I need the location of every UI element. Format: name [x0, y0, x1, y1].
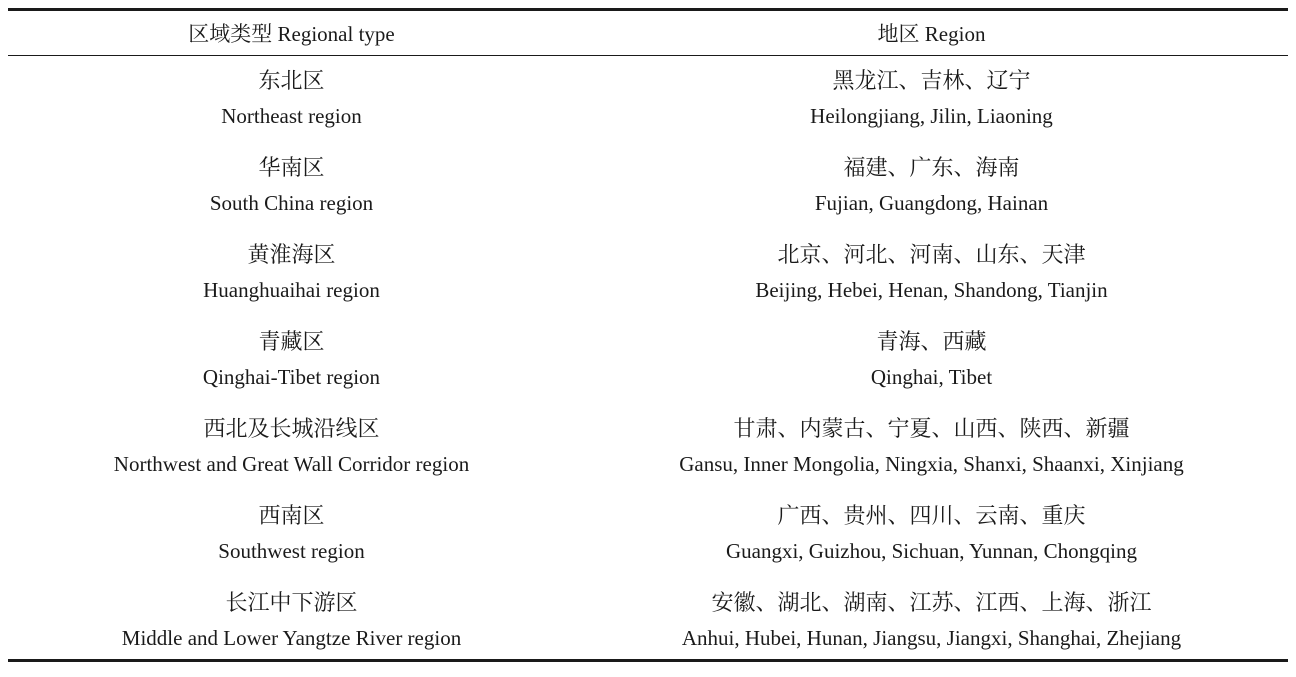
regional-type-en: Middle and Lower Yangtze River region: [121, 626, 462, 650]
region-cell: [575, 242, 1288, 329]
regional-type-cell: [8, 68, 575, 155]
table-row: [8, 242, 1288, 329]
regional-type-en: Huanghuaihai region: [203, 278, 380, 302]
region-en: Anhui, Hubei, Hunan, Jiangsu, Jiangxi, Shanghai, Zhejiang: [681, 626, 1182, 650]
table-row: [8, 416, 1288, 503]
regional-type-cell: [8, 416, 575, 503]
table-row: [8, 155, 1288, 242]
regional-type-cell: [8, 503, 575, 590]
regional-type-table: [8, 8, 1288, 677]
region-cell: [575, 68, 1288, 155]
region-cell: [575, 329, 1288, 416]
region-zh: 北京、河北、河南、山东、天津: [777, 243, 1086, 268]
regional-type-en: Southwest region: [218, 539, 365, 563]
table-body: [8, 56, 1288, 677]
regional-type-zh: 西北及长城沿线区: [203, 417, 380, 442]
table-row: [8, 590, 1288, 677]
regional-type-cell: [8, 155, 575, 242]
region-zh: 广西、贵州、四川、云南、重庆: [777, 504, 1086, 529]
header-region-label: 地区 Region: [877, 22, 986, 46]
regional-type-en: Northwest and Great Wall Corridor region: [113, 452, 470, 476]
regional-type-cell: [8, 329, 575, 416]
regional-type-cell: [8, 590, 575, 677]
region-cell: [575, 503, 1288, 590]
region-en: Beijing, Hebei, Henan, Shandong, Tianjin: [755, 278, 1108, 302]
region-en: Gansu, Inner Mongolia, Ningxia, Shanxi, Shaanxi, Xinjiang: [679, 452, 1184, 476]
region-cell: [575, 155, 1288, 242]
header-cell-regional-type: [8, 18, 575, 48]
header-regional-type-label: 区域类型 Regional type: [188, 22, 395, 46]
regional-type-cell: [8, 242, 575, 329]
regional-type-en: South China region: [209, 191, 374, 215]
region-zh: 安徽、湖北、湖南、江苏、江西、上海、浙江: [711, 591, 1152, 616]
region-en: Fujian, Guangdong, Hainan: [814, 191, 1049, 215]
regional-type-en: Qinghai-Tibet region: [202, 365, 381, 389]
region-zh: 黑龙江、吉林、辽宁: [832, 69, 1031, 94]
regional-type-zh: 西南区: [258, 504, 325, 529]
regional-type-zh: 东北区: [258, 69, 325, 94]
table-row: [8, 329, 1288, 416]
region-cell: [575, 590, 1288, 677]
region-zh: 青海、西藏: [876, 330, 987, 355]
table-header: [8, 11, 1288, 55]
table-row: [8, 503, 1288, 590]
region-en: Heilongjiang, Jilin, Liaoning: [810, 104, 1053, 128]
regional-type-zh: 黄淮海区: [247, 243, 336, 268]
regional-type-zh: 华南区: [258, 156, 325, 181]
region-zh: 福建、广东、海南: [843, 156, 1020, 181]
region-cell: [575, 416, 1288, 503]
regional-type-zh: 长江中下游区: [225, 591, 358, 616]
region-zh: 甘肃、内蒙古、宁夏、山西、陕西、新疆: [733, 417, 1130, 442]
region-en: Guangxi, Guizhou, Sichuan, Yunnan, Chongqing: [725, 539, 1138, 563]
header-cell-region: [575, 18, 1288, 48]
regional-type-zh: 青藏区: [258, 330, 325, 355]
regional-type-en: Northeast region: [221, 104, 362, 128]
table-bottom-rule: [8, 659, 1288, 662]
region-en: Qinghai, Tibet: [870, 365, 993, 389]
table-row: [8, 68, 1288, 155]
